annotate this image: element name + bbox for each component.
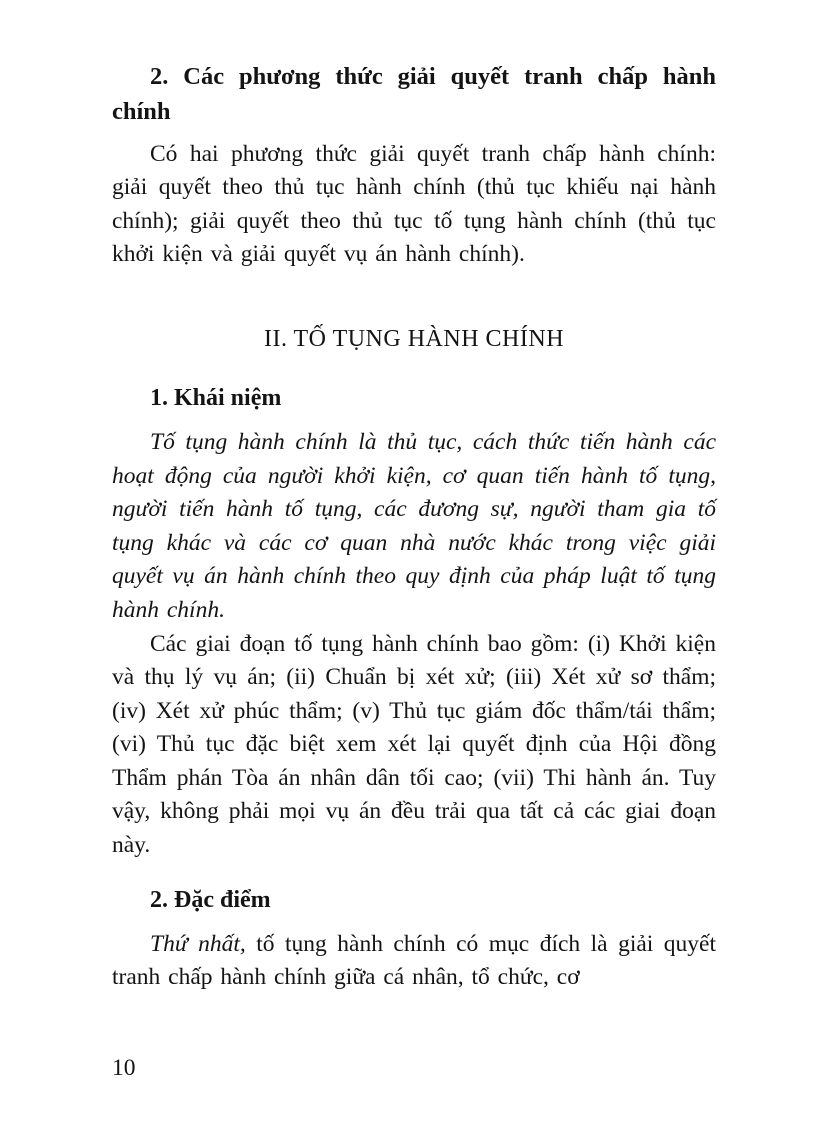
section-heading-dispute-methods: 2. Các phương thức giải quyết tranh chấp hành chính — [112, 63, 716, 125]
paragraph-definition: Tố tụng hành chính là thủ tục, cách thức tiến hành các hoạt động của người khởi kiện, cơ quan tiến hành tố tụng, người tiến hành tố tụng, các đương sự, người tham gia tố tụng khác và các cơ quan nhà nước khác trong việc giải quyết vụ án hành chính theo quy định của pháp luật tố tụng hành chính. — [112, 428, 716, 623]
paragraph-stages: Các giai đoạn tố tụng hành chính bao gồm: (i) Khởi kiện và thụ lý vụ án; (ii) Chuẩn bị xét xử; (iii) Xét xử sơ thẩm; (iv) Xét xử phúc thẩm; (v) Thủ tục giám đốc thẩm/tái thẩm; (vi) Thủ tục đặc biệt xem xét lại quyết định của Hội đồng Thẩm phán Tòa án nhân dân tối cao; (vii) Thi hành án. Tuy vậy, không phải mọi vụ án đều trải qua tất cả các giai đoạn này. — [112, 630, 716, 859]
paragraph-dispute-methods: Có hai phương thức giải quyết tranh chấp hành chính: giải quyết theo thủ tục hành chính (thủ tục khiếu nại hành chính); giải quyết theo thủ tục tố tụng hành chính (thủ tục khởi kiện và giải quyết vụ án hành chính). — [112, 140, 716, 268]
paragraph-first-characteristic — [112, 928, 716, 995]
subheading-characteristics: 2. Đặc điểm — [150, 886, 271, 913]
chapter-title-administrative-litigation: II. TỐ TỤNG HÀNH CHÍNH — [263, 325, 565, 352]
paragraph-first-characteristic-lead: Thứ nhất, — [150, 930, 246, 957]
paragraph-first-characteristic-rest: tố tụng hành chính có mục đích là giải quyết tranh chấp hành chính giữa cá nhân, tổ chức, cơ — [112, 930, 716, 991]
page-number: 10 — [112, 1055, 136, 1081]
subheading-concept: 1. Khái niệm — [150, 384, 282, 411]
